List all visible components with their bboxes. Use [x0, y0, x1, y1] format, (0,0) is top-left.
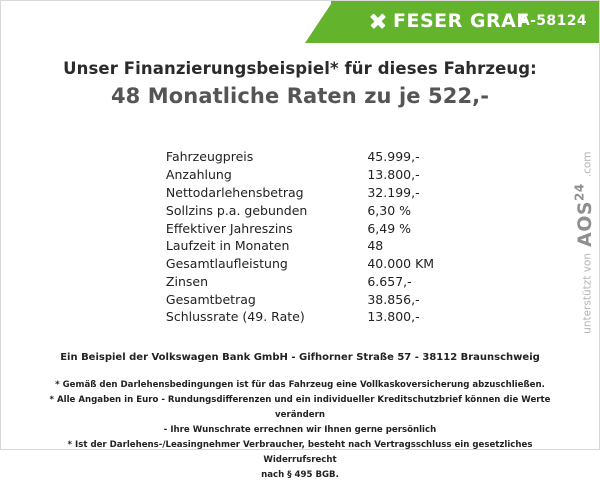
row-label: Effektiver Jahreszins	[165, 220, 293, 236]
row-value: 6,30 %	[367, 202, 412, 218]
footnote-line: - Ihre Wunschrate errechnen wir Ihnen gerne persönlich	[163, 424, 437, 435]
stock-number: A-58124	[518, 13, 587, 29]
footnote-line: nach § 495 BGB.	[261, 470, 339, 480]
table-row	[166, 219, 434, 237]
watermark-logo-text: AOS	[573, 200, 596, 248]
brand-logo	[369, 10, 530, 32]
row-label: Gesamtbetrag	[165, 291, 256, 307]
x-cross-icon	[369, 13, 386, 30]
row-value: 6.657,-	[367, 273, 412, 289]
row-value: 13.800,-	[367, 309, 420, 325]
table-row	[166, 166, 434, 184]
table-row	[166, 148, 434, 166]
watermark-prefix: unterstützt von	[581, 253, 594, 334]
table-row	[166, 237, 434, 255]
footnote-line: * Gemäß den Darlehensbedingungen ist für das Fahrzeug eine Vollkaskoversicherung abzuschließen.	[55, 379, 545, 390]
table-row	[166, 290, 434, 308]
row-label: Sollzins p.a. gebunden	[165, 202, 308, 218]
brand-name: FESER GRAF	[393, 10, 530, 32]
row-value: 6,49 %	[367, 220, 412, 236]
footnote-line: * Ist der Darlehens-/Leasingnehmer Verbraucher, besteht nach Vertragsschluss ein gesetzliches Widerrufsrecht	[67, 439, 533, 465]
page-title: Unser Finanzierungsbeispiel* für dieses Fahrzeug:	[63, 59, 537, 78]
finance-table	[166, 148, 434, 326]
table-row	[166, 272, 434, 290]
finance-facts	[1, 148, 599, 326]
watermark-logo	[572, 183, 595, 247]
row-label: Laufzeit in Monaten	[165, 238, 290, 254]
table-row	[166, 255, 434, 273]
row-value: 38.856,-	[367, 291, 420, 307]
page-subtitle: 48 Monatliche Raten zu je 522,-	[110, 84, 490, 108]
table-row	[166, 184, 434, 202]
row-value: 13.800,-	[367, 167, 420, 183]
watermark-suffix: .com	[581, 151, 594, 178]
row-label: Zinsen	[165, 273, 209, 289]
row-value: 45.999,-	[367, 149, 420, 165]
row-label: Fahrzeugpreis	[165, 149, 254, 165]
footnote-line: * Alle Angaben in Euro - Rundungsdifferenzen und ein individueller Kreditschutzbrief können die Werte verändern	[49, 394, 551, 420]
row-label: Anzahlung	[165, 167, 232, 183]
watermark-logo-sup: 24	[572, 183, 587, 201]
row-value: 40.000 KM	[367, 256, 435, 272]
table-row	[166, 201, 434, 219]
table-row	[166, 308, 434, 326]
page-header	[1, 1, 599, 43]
title-block	[1, 59, 599, 108]
row-label: Gesamtlaufleistung	[165, 256, 288, 272]
row-value: 48	[367, 238, 384, 254]
row-label: Schlussrate (49. Rate)	[165, 309, 305, 325]
row-label: Nettodarlehensbetrag	[165, 184, 304, 200]
footnotes	[1, 378, 599, 483]
watermark	[569, 121, 599, 381]
bank-line: Ein Beispiel der Volkswagen Bank GmbH - Gifhorner Straße 57 - 38112 Braunschweig	[60, 351, 540, 363]
row-value: 32.199,-	[367, 184, 420, 200]
